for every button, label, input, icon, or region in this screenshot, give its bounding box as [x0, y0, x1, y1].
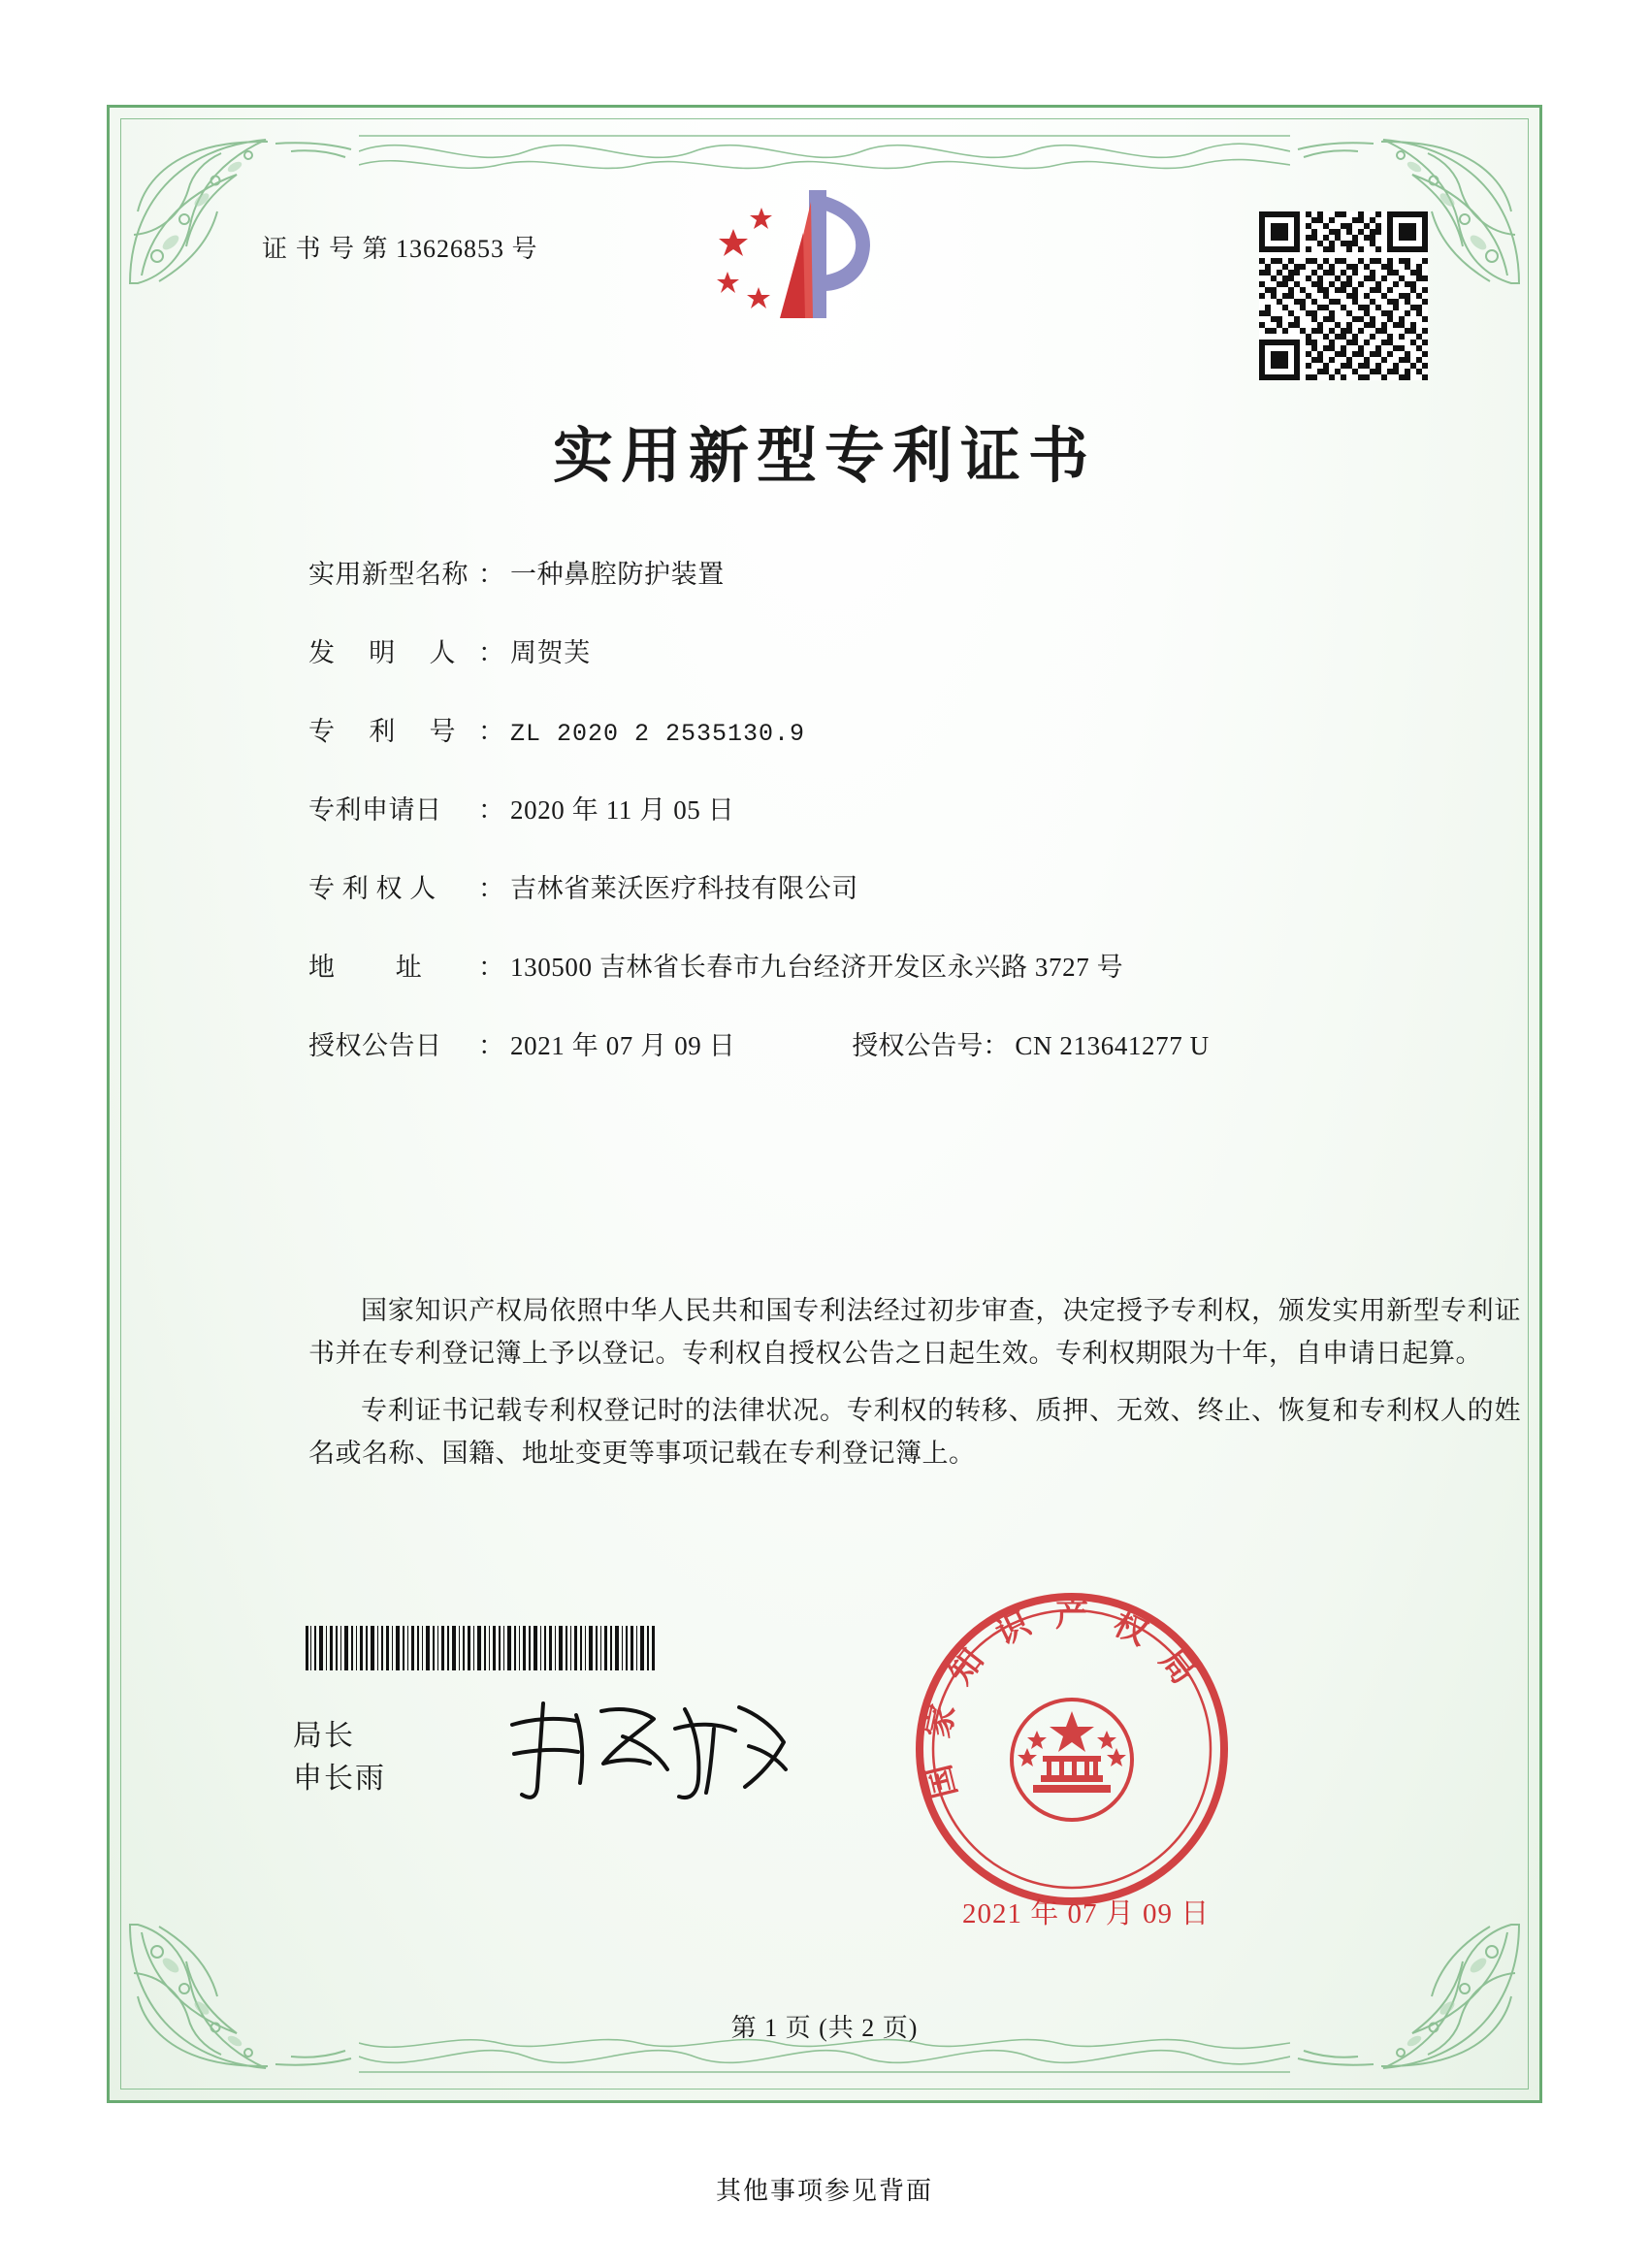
- field-separator: ：: [478, 795, 504, 825]
- certificate-number: 证 书 号 第 13626853 号: [262, 235, 538, 263]
- field-label: 专 利 号: [308, 717, 456, 746]
- field-label-grant-date: 授权公告日: [308, 1031, 442, 1060]
- field-separator: ：: [478, 717, 504, 746]
- field-value-grant-date: 2021 年 07 月 09 日: [510, 1031, 736, 1060]
- field-separator: ：: [983, 1031, 1010, 1060]
- legal-text: [308, 1290, 1521, 1491]
- field-address: [308, 946, 1511, 984]
- field-label: 发 明 人: [308, 638, 456, 667]
- cnipa-patent-logo-icon: [708, 182, 922, 338]
- back-side-note: 其他事项参见背面: [715, 2177, 933, 2205]
- field-value-inventor: 周贺芙: [510, 638, 591, 667]
- field-separator: ：: [478, 874, 504, 903]
- paragraph-grant-statement: 国家知识产权局依照中华人民共和国专利法经过初步审查，决定授予专利权，颁发实用新型专利证书并在专利登记簿上予以登记。专利权自授权公告之日起生效。专利权期限为十年，自申请日起算。: [308, 1296, 1521, 1368]
- svg-text:产: 产: [1055, 1596, 1088, 1635]
- field-inventor: [308, 632, 1511, 669]
- barcode-icon: [306, 1626, 655, 1670]
- svg-text:识: 识: [989, 1604, 1037, 1654]
- field-separator: ：: [478, 953, 504, 982]
- field-value-address: 130500 吉林省长春市九台经济开发区永兴路 3727 号: [510, 953, 1124, 982]
- signature-name: 申长雨: [293, 1762, 386, 1795]
- page-title: 实用新型专利证书: [552, 420, 1096, 491]
- field-label: 专 利 权 人: [308, 874, 436, 903]
- signature-title: 局长: [293, 1720, 355, 1752]
- field-value-patent-number: ZL 2020 2 2535130.9: [510, 720, 806, 748]
- field-label-grant-number: 授权公告号: [852, 1031, 984, 1060]
- patent-certificate: [107, 105, 1542, 2103]
- field-label: 实用新型名称: [308, 560, 469, 589]
- field-value-application-date: 2020 年 11 月 05 日: [510, 795, 735, 825]
- signature-block: [293, 1715, 386, 1799]
- paragraph-registry-statement: 专利证书记载专利权登记时的法律状况。专利权的转移、质押、无效、终止、恢复和专利权人的姓名或名称、国籍、地址变更等事项记载在专利登记簿上。: [308, 1396, 1521, 1469]
- svg-text:国: 国: [919, 1761, 965, 1802]
- field-value-utility-model-name: 一种鼻腔防护装置: [510, 560, 725, 589]
- field-value-patentee: 吉林省莱沃医疗科技有限公司: [510, 874, 858, 903]
- field-patent-number: [308, 710, 1511, 748]
- seal-date: 2021 年 07 月 09 日: [962, 1898, 1211, 1929]
- handwritten-signature-icon: [495, 1686, 805, 1812]
- field-separator: ：: [478, 638, 504, 667]
- qr-code-icon: [1259, 211, 1428, 380]
- svg-text:知: 知: [941, 1641, 992, 1692]
- svg-text:局: 局: [1151, 1641, 1203, 1692]
- field-grant-announcement: [308, 1024, 1511, 1062]
- official-round-seal-icon: [912, 1589, 1232, 1909]
- field-application-date: [308, 789, 1511, 826]
- svg-text:权: 权: [1107, 1604, 1154, 1654]
- field-separator: ：: [478, 1031, 504, 1060]
- field-separator: ：: [478, 560, 504, 589]
- svg-text:家: 家: [918, 1701, 964, 1742]
- field-patentee: [308, 867, 1511, 905]
- field-label: 地 址: [308, 953, 423, 982]
- page-indicator: 第 1 页 (共 2 页): [730, 2014, 919, 2042]
- field-value-grant-number: CN 213641277 U: [1015, 1031, 1210, 1060]
- field-utility-model-name: [308, 553, 1511, 591]
- field-label: 专利申请日: [308, 795, 442, 825]
- field-list: [308, 553, 1511, 1103]
